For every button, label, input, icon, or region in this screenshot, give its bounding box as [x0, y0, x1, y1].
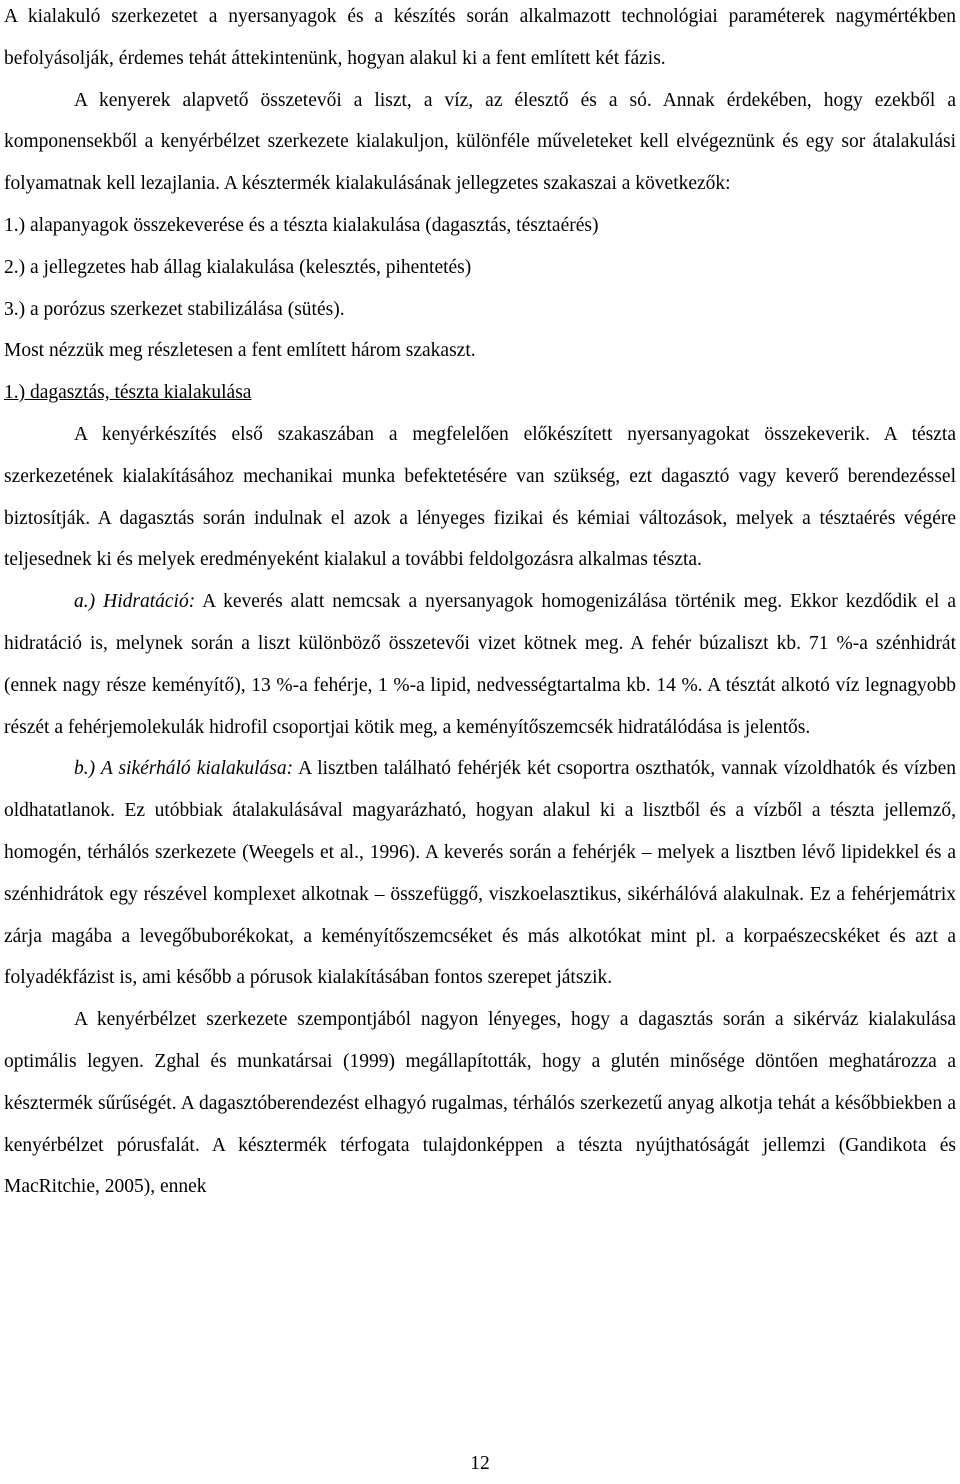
paragraph-gluten	[4, 748, 956, 999]
document-body	[4, 0, 956, 1208]
list-item-2: 2.) a jellegzetes hab állag kialakulása (kelesztés, pihentetés)	[4, 256, 472, 278]
paragraph-intro: A kialakuló szerkezetet a nyersanyagok és a készítés során alkalmazott technológiai paraméterek nagymértékben befolyásolják, érdemes tehát áttekintenünk, hogyan alakul ki a fent említett két fázis.	[4, 6, 956, 69]
section-heading	[4, 372, 956, 414]
hydration-text: A keverés alatt nemcsak a nyersanyagok homogenizálása történik meg. Ekkor kezdődik el a hidratáció is, melynek során a liszt különböző összetevői vizet kötnek meg. A fehér búzaliszt kb. 71 %-a szénhidrát (ennek nagy része keményítő), 13 %-a fehérje, 1 %-a lipid, nedvességtartalma kb. 14 %. A tésztát alkotó víz legnagyobb részét a fehérjemolekulák hidrofil csoportjai kötik meg, a keményítőszemcsék hidratálódása is jelentős.	[4, 591, 956, 738]
paragraph-transition: Most nézzük meg részletesen a fent említett három szakaszt.	[4, 340, 476, 362]
list-item-3: 3.) a porózus szerkezet stabilizálása (sütés).	[4, 298, 345, 320]
hydration-label: a.) Hidratáció:	[74, 591, 196, 613]
paragraph-components: A kenyerek alapvető összetevői a liszt, a víz, az élesztő és a só. Annak érdekében, hogy ezekből a komponensekből a kenyérbélzet szerkezete kialakuljon, különféle műveleteket kell elvégeznünk és egy sor átalakulási folyamatnak kell lezajlania. A késztermék kialakulásának jellegzetes szakaszai a következők:	[4, 89, 956, 195]
paragraph-crumb: A kenyérbélzet szerkezete szempontjából nagyon lényeges, hogy a dagasztás során a sikérváz kialakulása optimális legyen. Zghal és munkatársai (1999) megállapították, hogy a glutén minősége döntően meghatározza a késztermék sűrűségét. A dagasztóberendezést elhagyó rugalmas, térhálós szerkezetű anyag alkotja tehát a későbbiekben a kenyérbélzet pórusfalát. A késztermék térfogata tulajdonképpen a tészta nyújthatóságát jellemzi (Gandikota és MacRitchie, 2005), ennek	[4, 1009, 956, 1198]
list-item-1: 1.) alapanyagok összekeverése és a tészta kialakulása (dagasztás, tésztaérés)	[4, 214, 599, 236]
page-number: 12	[470, 1453, 490, 1474]
paragraph-kneading: A kenyérkészítés első szakaszában a megfelelően előkészített nyersanyagokat összekeverik. A tészta szerkezetének kialakításához mechanikai munka befektetésére van szükség, ezt dagasztó vagy keverő berendezéssel biztosítják. A dagasztás során indulnak el azok a lényeges fizikai és kémiai változások, melyek a tésztaérés végére teljesednek ki és melyek eredményeként kialakul a további feldolgozásra alkalmas tészta.	[4, 423, 956, 571]
paragraph-hydration	[4, 581, 956, 748]
gluten-label: b.) A sikérháló kialakulása:	[74, 758, 294, 780]
section-heading-text: 1.) dagasztás, tészta kialakulása	[4, 382, 252, 404]
gluten-text: A lisztben található fehérjék két csoportra oszthatók, vannak vízoldhatók és vízben oldhatatlanok. Ez utóbbiak átalakulásával magyarázható, hogyan alakul ki a lisztből és a vízből a tészta jellemző, homogén, térhálós szerkezete (Weegels et al., 1996). A keverés során a fehérjék – melyek a lisztben lévő lipidekkel és a szénhidrátok egy részével komplexet alkotnak – összefüggő, viszkoelasztikus, sikérhálóvá alakulnak. Ez a fehérjemátrix zárja magába a levegőbuborékokat, a keményítőszemcséket és más alkotókat mint pl. a korpaészecskéket és azt a folyadékfázist is, ami később a pórusok kialakításában fontos szerepet játszik.	[4, 758, 956, 989]
